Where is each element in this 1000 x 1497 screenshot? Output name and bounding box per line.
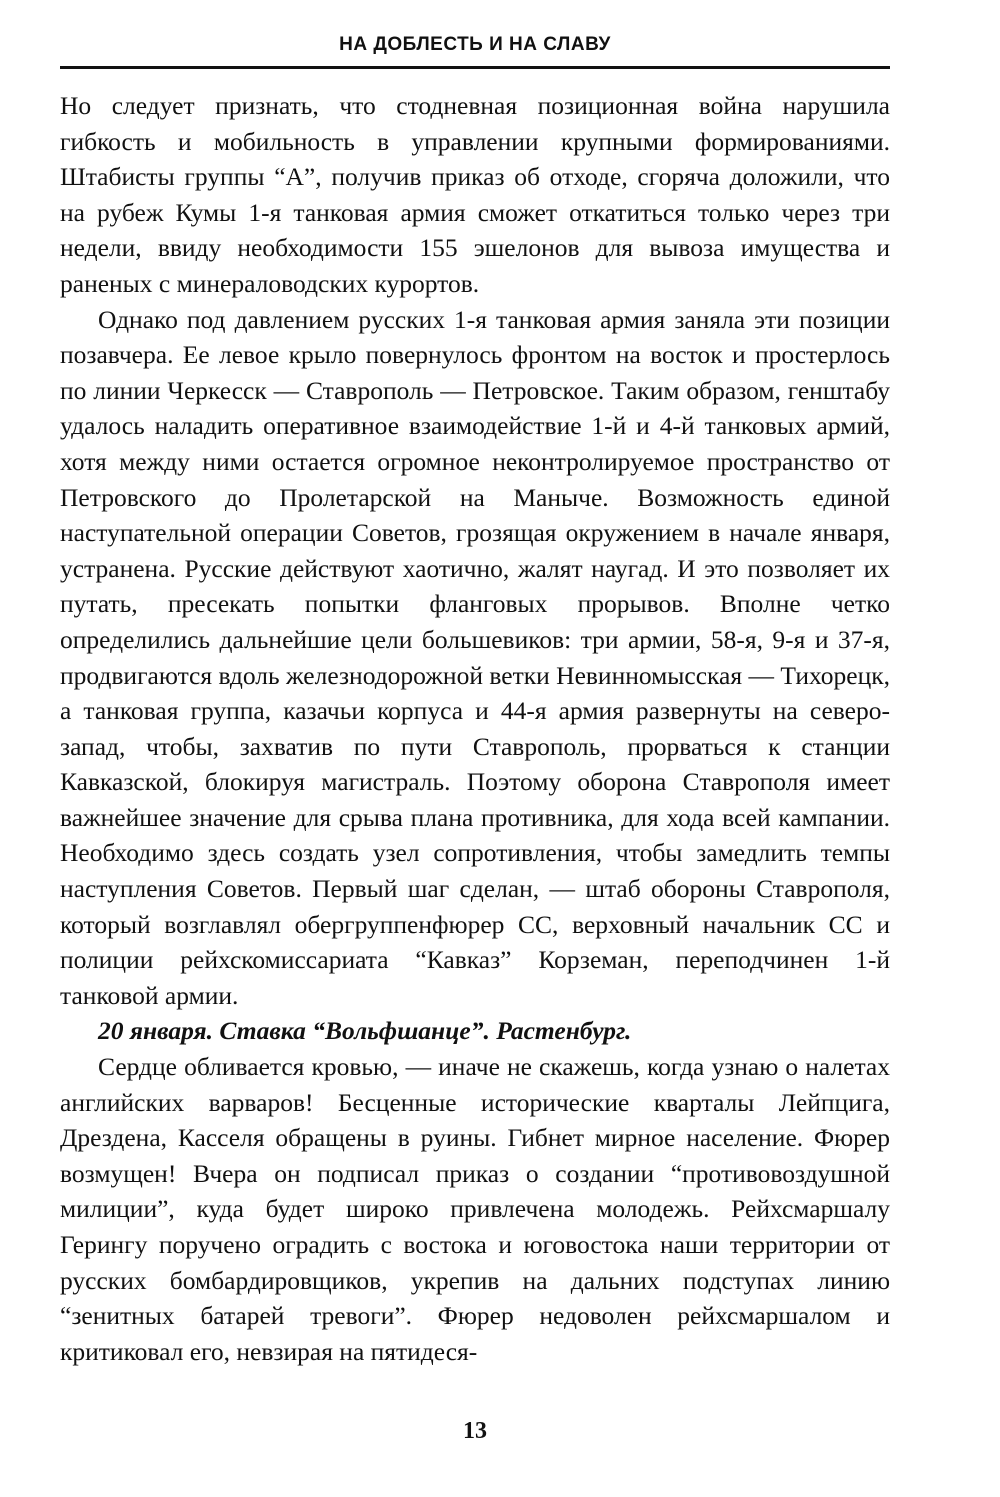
- body-text: [60, 88, 890, 1369]
- paragraph-1: Но следует признать, что стодневная позиционная война нарушила гибкость и мобильность в управлении крупными формированиями. Штабисты группы “А”, получив приказ об отходе, сгоряча доложили, что на рубеж Кумы 1-я танковая армия сможет откатиться только через три недели, ввиду необходимости 155 эшелонов для вывоза имущества и раненых с минераловодских курортов.: [60, 91, 890, 298]
- running-head: НА ДОБЛЕСТЬ И НА СЛАВУ: [339, 34, 611, 55]
- page-number: 13: [463, 1418, 487, 1444]
- paragraph-2: Однако под давлением русских 1-я танковая армия заняла эти позиции позавчера. Ее левое крыло повернулось фронтом на восток и простерлось по линии Черкесск — Ставрополь — Петровское. Таким образом, генштабу удалось наладить оперативное взаимодействие 1-й и 4-й танковых армий, хотя между ними остается огромное неконтролируемое пространство от Петровского до Пролетарской на Маныче. Возможность единой наступательной операции Советов, грозящая окружением в начале января, устранена. Русские действуют хаотично, жалят наугад. И это позволяет их путать, пресекать попытки фланговых прорывов. Вполне четко определились дальнейшие цели большевиков: три армии, 58-я, 9-я и 37-я, продвигаются вдоль железнодорожной ветки Невинномысская — Тихорецк, а танковая группа, казачьи корпуса и 44-я армия развернуты на северо-запад, чтобы, захватив по пути Ставрополь, прорваться к станции Кавказской, блокируя магистраль. Поэтому оборона Ставрополя имеет важнейшее значение для срыва плана противника, для хода всей кампании. Необходимо здесь создать узел сопротивления, чтобы замедлить темпы наступления Советов. Первый шаг сделан, — штаб обороны Ставрополя, который возглавлял обергруппенфюрер СС, верховный начальник СС и полиции рейхскомиссариата “Кавказ” Корземан, переподчинен 1-й танковой армии.: [60, 304, 890, 1010]
- paragraph-3: Сердце обливается кровью, — иначе не скажешь, когда узнаю о налетах английских варваров! Бесценные исторические кварталы Лейпцига, Дрездена, Касселя обращены в руины. Гибнет мирное население. Фюрер возмущен! Вчера он подписал приказ о создании “противовоздушной милиции”, куда будет широко привлечена молодежь. Рейхсмаршалу Герингу поручено оградить с востока и юговостока наши территории от русских бомбардировщиков, укрепив на дальних подступах линию “зенитных батарей тревоги”. Фюрер недоволен рейхсмаршалом и критиковал его, невзирая на пятидеся-: [60, 1052, 890, 1366]
- diary-dateline: 20 января. Ставка “Вольфшанце”. Растенбург.: [98, 1016, 632, 1046]
- header-rule: [60, 66, 890, 69]
